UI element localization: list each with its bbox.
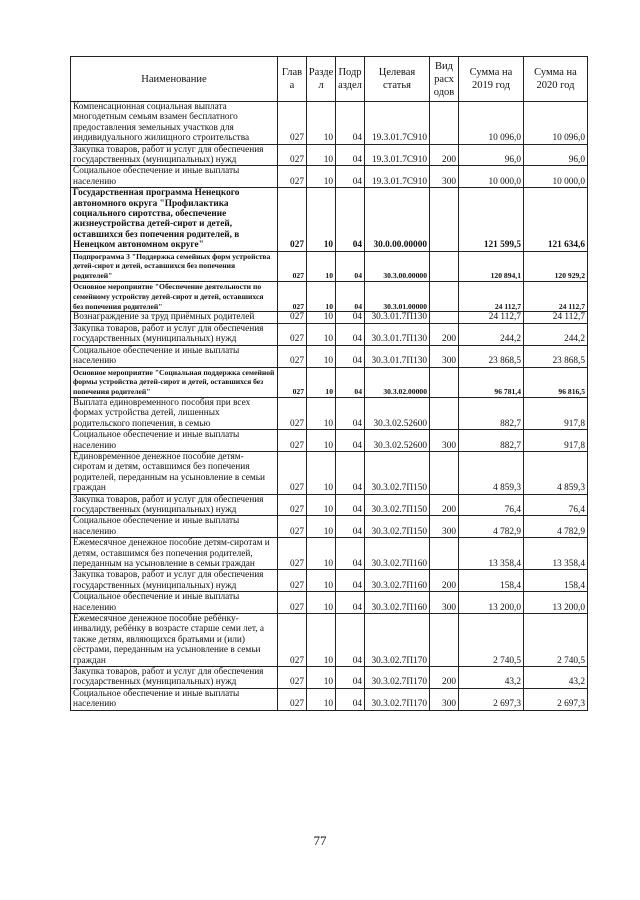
row-expense-type: 300 [430, 592, 459, 614]
row-chapter: 027 [278, 538, 307, 570]
row-section: 10 [307, 516, 336, 538]
row-subsection: 04 [336, 451, 365, 494]
row-subsection: 04 [336, 494, 365, 516]
row-name: Закупка товаров, работ и услуг для обеспечения государственных (муниципальных) нужд [71, 494, 278, 516]
row-target: 30.3.02.00000 [365, 367, 430, 397]
row-sum-2019: 882,7 [459, 397, 524, 429]
row-target: 30.3.02.7П170 [365, 667, 430, 689]
row-subsection: 04 [336, 282, 365, 312]
row-subsection: 04 [336, 188, 365, 251]
header-sum-2019: Сумма на 2019 год [459, 57, 524, 102]
row-name: Государственная программа Ненецкого автономного округа "Профилактика социального сиротства, обеспечение жизнеустройства детей-сирот и детей, оставшихся без попечения родителей, в Ненецком автономном округе" [71, 188, 278, 251]
row-sum-2020: 917,8 [524, 397, 588, 429]
row-chapter: 027 [278, 592, 307, 614]
row-section: 10 [307, 538, 336, 570]
table-row [71, 430, 588, 452]
row-target: 30.3.01.7П130 [365, 312, 430, 323]
row-subsection: 04 [336, 312, 365, 323]
table-row [71, 166, 588, 188]
row-target: 30.3.02.7П170 [365, 688, 430, 710]
row-expense-type: 300 [430, 345, 459, 367]
row-sum-2019: 4 859,3 [459, 451, 524, 494]
row-target: 30.3.02.7П150 [365, 516, 430, 538]
row-subsection: 04 [336, 102, 365, 145]
row-expense-type [430, 282, 459, 312]
row-target: 19.3.01.7С910 [365, 144, 430, 166]
row-expense-type: 200 [430, 667, 459, 689]
row-sum-2020: 120 929,2 [524, 251, 588, 281]
row-target: 30.3.02.7П160 [365, 538, 430, 570]
row-sum-2020: 13 358,4 [524, 538, 588, 570]
row-subsection: 04 [336, 688, 365, 710]
row-section: 10 [307, 430, 336, 452]
row-section: 10 [307, 367, 336, 397]
row-section: 10 [307, 451, 336, 494]
row-name: Вознаграждение за труд приёмных родителей [71, 312, 278, 323]
table-row [71, 570, 588, 592]
row-target: 30.3.02.7П160 [365, 592, 430, 614]
row-name: Подпрограмма 3 "Поддержка семейных форм устройства детей-сирот и детей, оставшихся без попечения родителей" [71, 251, 278, 281]
row-name: Закупка товаров, работ и услуг для обеспечения государственных (муниципальных) нужд [71, 144, 278, 166]
table-row [71, 614, 588, 667]
row-sum-2019: 4 782,9 [459, 516, 524, 538]
page-number: 77 [313, 833, 327, 848]
row-name: Ежемесячное денежное пособие детям-сиротам и детям, оставшимся без попечения родителей, переданным на усыновление в семьи граждан [71, 538, 278, 570]
table-row [71, 397, 588, 429]
row-section: 10 [307, 397, 336, 429]
row-target: 30.3.02.7П150 [365, 494, 430, 516]
row-expense-type [430, 397, 459, 429]
row-chapter: 027 [278, 345, 307, 367]
header-sum-2020: Сумма на 2020 год [524, 57, 588, 102]
row-sum-2020: 244,2 [524, 323, 588, 345]
row-section: 10 [307, 251, 336, 281]
row-section: 10 [307, 345, 336, 367]
row-sum-2020: 121 634,6 [524, 188, 588, 251]
row-sum-2019: 882,7 [459, 430, 524, 452]
table-row [71, 323, 588, 345]
row-sum-2019: 10 096,0 [459, 102, 524, 145]
row-sum-2019: 120 894,1 [459, 251, 524, 281]
row-sum-2019: 2 740,5 [459, 614, 524, 667]
row-sum-2019: 24 112,7 [459, 312, 524, 323]
row-subsection: 04 [336, 570, 365, 592]
budget-table [70, 56, 588, 711]
row-section: 10 [307, 570, 336, 592]
row-chapter: 027 [278, 323, 307, 345]
row-sum-2020: 10 000,0 [524, 166, 588, 188]
row-subsection: 04 [336, 538, 365, 570]
row-chapter: 027 [278, 451, 307, 494]
row-section: 10 [307, 188, 336, 251]
row-target: 30.0.00.00000 [365, 188, 430, 251]
row-expense-type [430, 102, 459, 145]
row-target: 30.3.01.7П130 [365, 323, 430, 345]
table-row [71, 345, 588, 367]
row-section: 10 [307, 667, 336, 689]
table-row [71, 451, 588, 494]
row-expense-type: 300 [430, 516, 459, 538]
table-row [71, 312, 588, 323]
row-chapter: 027 [278, 251, 307, 281]
row-name: Выплата единовременного пособия при всех формах устройства детей, лишенных родительского попечения, в семью [71, 397, 278, 429]
table-row [71, 494, 588, 516]
row-section: 10 [307, 166, 336, 188]
row-name: Основное мероприятие "Обеспечение деятельности по семейному устройству детей-сирот и детей, оставшихся без попечения родителей" [71, 282, 278, 312]
row-name: Социальное обеспечение и иные выплаты населению [71, 688, 278, 710]
row-target: 30.3.02.7П170 [365, 614, 430, 667]
row-subsection: 04 [336, 345, 365, 367]
row-expense-type [430, 251, 459, 281]
row-sum-2020: 158,4 [524, 570, 588, 592]
row-sum-2020: 96 816,5 [524, 367, 588, 397]
table-row [71, 592, 588, 614]
row-sum-2019: 43,2 [459, 667, 524, 689]
row-subsection: 04 [336, 367, 365, 397]
row-expense-type: 300 [430, 688, 459, 710]
row-sum-2020: 4 782,9 [524, 516, 588, 538]
row-sum-2019: 244,2 [459, 323, 524, 345]
row-name: Закупка товаров, работ и услуг для обеспечения государственных (муниципальных) нужд [71, 323, 278, 345]
table-row [71, 538, 588, 570]
row-expense-type: 300 [430, 430, 459, 452]
row-expense-type [430, 614, 459, 667]
row-subsection: 04 [336, 144, 365, 166]
row-section: 10 [307, 494, 336, 516]
row-sum-2019: 121 599,5 [459, 188, 524, 251]
row-sum-2020: 24 112,7 [524, 312, 588, 323]
row-chapter: 027 [278, 367, 307, 397]
table-row [71, 188, 588, 251]
row-sum-2019: 96 781,4 [459, 367, 524, 397]
row-section: 10 [307, 282, 336, 312]
table-row [71, 102, 588, 145]
row-sum-2020: 2 740,5 [524, 614, 588, 667]
row-name: Единовременное денежное пособие детям-сиротам и детям, оставшимся без попечения родителей, переданным на усыновление в семьи граждан [71, 451, 278, 494]
row-name: Социальное обеспечение и иные выплаты населению [71, 345, 278, 367]
row-chapter: 027 [278, 312, 307, 323]
row-name: Ежемесячное денежное пособие ребёнку-инвалиду, ребёнку в возрасте старше семи лет, а также детям, являющихся братьями и (или) сёстрами, переданным на усыновление в семьи граждан [71, 614, 278, 667]
row-subsection: 04 [336, 251, 365, 281]
row-chapter: 027 [278, 144, 307, 166]
row-subsection: 04 [336, 614, 365, 667]
row-expense-type: 200 [430, 323, 459, 345]
row-section: 10 [307, 688, 336, 710]
row-expense-type [430, 188, 459, 251]
row-section: 10 [307, 614, 336, 667]
row-sum-2020: 10 096,0 [524, 102, 588, 145]
table-row [71, 251, 588, 281]
row-sum-2019: 2 697,3 [459, 688, 524, 710]
row-target: 19.3.01.7С910 [365, 166, 430, 188]
row-subsection: 04 [336, 667, 365, 689]
row-expense-type [430, 312, 459, 323]
header-section: Разде л [307, 57, 336, 102]
header-subsection: Подр аздел [336, 57, 365, 102]
row-expense-type [430, 538, 459, 570]
row-section: 10 [307, 323, 336, 345]
row-expense-type [430, 451, 459, 494]
table-row [71, 516, 588, 538]
table-row [71, 282, 588, 312]
row-chapter: 027 [278, 102, 307, 145]
table-row [71, 667, 588, 689]
row-chapter: 027 [278, 688, 307, 710]
row-sum-2020: 13 200,0 [524, 592, 588, 614]
row-subsection: 04 [336, 166, 365, 188]
row-expense-type: 300 [430, 166, 459, 188]
table-row [71, 367, 588, 397]
row-sum-2020: 4 859,3 [524, 451, 588, 494]
row-sum-2019: 13 358,4 [459, 538, 524, 570]
header-name: Наименование [71, 57, 278, 102]
row-sum-2020: 43,2 [524, 667, 588, 689]
row-subsection: 04 [336, 516, 365, 538]
row-target: 30.3.02.52600 [365, 397, 430, 429]
row-chapter: 027 [278, 282, 307, 312]
row-section: 10 [307, 312, 336, 323]
row-expense-type: 200 [430, 570, 459, 592]
header-expense-type: Вид расх одов [430, 57, 459, 102]
row-name: Компенсационная социальная выплата многодетным семьям взамен бесплатного предоставления земельных участков для индивидуального жилищного строительства [71, 102, 278, 145]
row-chapter: 027 [278, 667, 307, 689]
row-section: 10 [307, 102, 336, 145]
row-expense-type [430, 367, 459, 397]
row-sum-2019: 10 000,0 [459, 166, 524, 188]
table-body [71, 102, 588, 711]
row-chapter: 027 [278, 397, 307, 429]
row-sum-2019: 23 868,5 [459, 345, 524, 367]
row-subsection: 04 [336, 397, 365, 429]
row-section: 10 [307, 592, 336, 614]
row-subsection: 04 [336, 323, 365, 345]
row-name: Социальное обеспечение и иные выплаты населению [71, 166, 278, 188]
row-name: Основное мероприятие "Социальная поддержка семейной формы устройства детей-сирот и детей, оставшихся без попечения родителей" [71, 367, 278, 397]
row-chapter: 027 [278, 494, 307, 516]
row-chapter: 027 [278, 570, 307, 592]
row-chapter: 027 [278, 166, 307, 188]
row-target: 30.3.02.7П160 [365, 570, 430, 592]
row-sum-2019: 96,0 [459, 144, 524, 166]
row-subsection: 04 [336, 430, 365, 452]
row-name: Социальное обеспечение и иные выплаты населению [71, 430, 278, 452]
row-sum-2020: 2 697,3 [524, 688, 588, 710]
row-expense-type: 200 [430, 494, 459, 516]
row-sum-2020: 23 868,5 [524, 345, 588, 367]
row-target: 30.3.01.00000 [365, 282, 430, 312]
row-sum-2019: 13 200,0 [459, 592, 524, 614]
row-sum-2019: 76,4 [459, 494, 524, 516]
header-target: Целевая статья [365, 57, 430, 102]
row-sum-2020: 917,8 [524, 430, 588, 452]
row-target: 30.3.00.00000 [365, 251, 430, 281]
row-sum-2020: 76,4 [524, 494, 588, 516]
header-chapter: Глав а [278, 57, 307, 102]
row-chapter: 027 [278, 516, 307, 538]
row-sum-2020: 24 112,7 [524, 282, 588, 312]
row-name: Социальное обеспечение и иные выплаты населению [71, 516, 278, 538]
row-expense-type: 200 [430, 144, 459, 166]
row-chapter: 027 [278, 614, 307, 667]
row-name: Закупка товаров, работ и услуг для обеспечения государственных (муниципальных) нужд [71, 667, 278, 689]
row-chapter: 027 [278, 188, 307, 251]
row-name: Закупка товаров, работ и услуг для обеспечения государственных (муниципальных) нужд [71, 570, 278, 592]
row-section: 10 [307, 144, 336, 166]
row-sum-2020: 96,0 [524, 144, 588, 166]
table-row [71, 144, 588, 166]
row-name: Социальное обеспечение и иные выплаты населению [71, 592, 278, 614]
row-sum-2019: 158,4 [459, 570, 524, 592]
table-header-row [71, 57, 588, 102]
row-subsection: 04 [336, 592, 365, 614]
table-row [71, 688, 588, 710]
row-target: 30.3.01.7П130 [365, 345, 430, 367]
row-target: 30.3.02.7П150 [365, 451, 430, 494]
row-target: 19.3.01.7С910 [365, 102, 430, 145]
row-chapter: 027 [278, 430, 307, 452]
row-target: 30.3.02.52600 [365, 430, 430, 452]
row-sum-2019: 24 112,7 [459, 282, 524, 312]
